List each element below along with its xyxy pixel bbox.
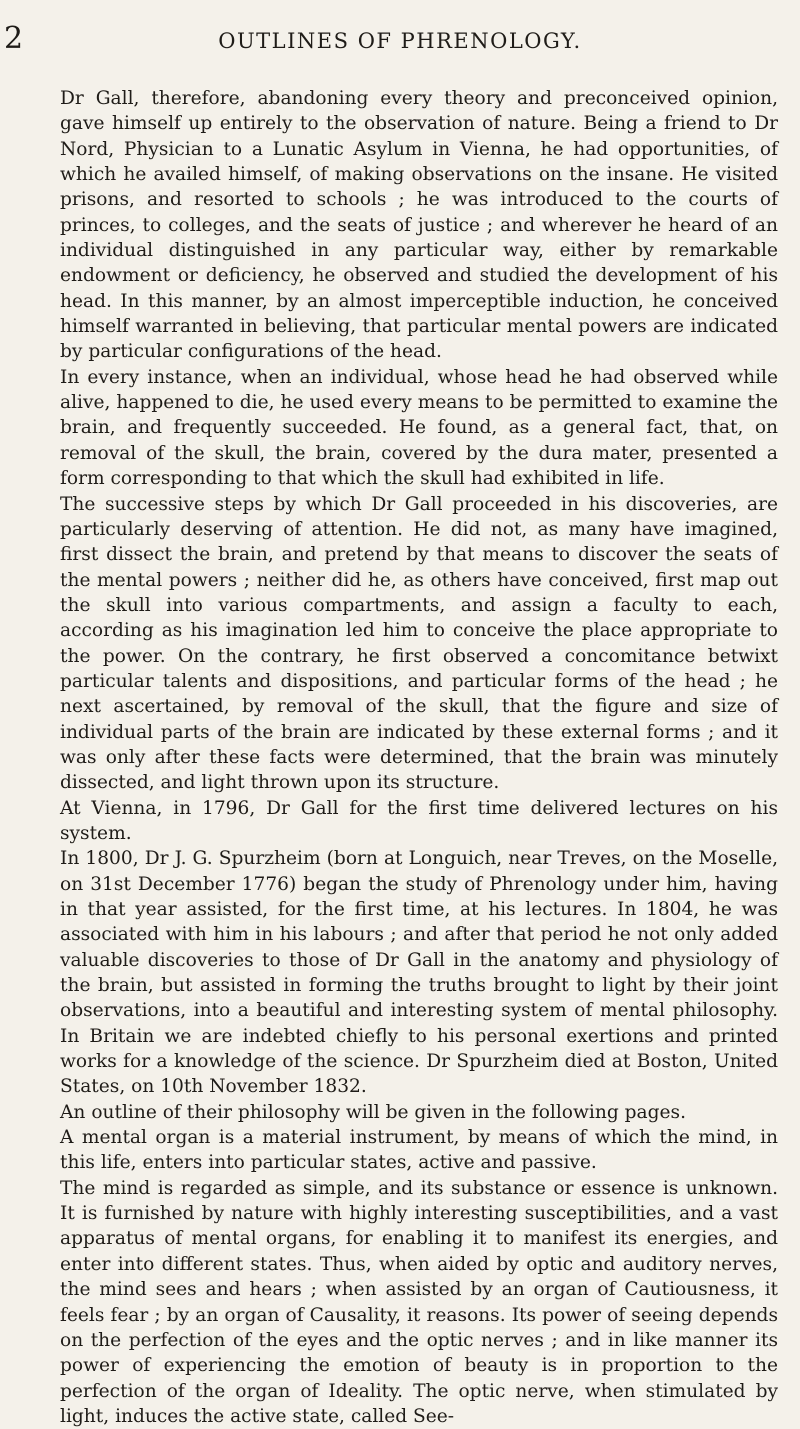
- paragraph: In every instance, when an individual, whose head he had observed while alive, happened to die, he used every means to be permitted to examine the brain, and frequently succeeded. He found, as a general fact, that, on removal of the skull, the brain, covered by the dura mater, presented a form corresponding to that which the skull had exhibited in life.: [60, 366, 778, 490]
- paragraph: At Vienna, in 1796, Dr Gall for the first time delivered lectures on his system.: [60, 797, 778, 844]
- paragraph: The successive steps by which Dr Gall proceeded in his discoveries, are particularly deserving of attention. He did not, as many have imagined, first dissect the brain, and pretend by that means to discover the seats of the mental powers ; neither did he, as others have conceived, first map out the skull into various compartments, and assign a faculty to each, according as his imagination led him to conceive the place appropriate to the power. On the contrary, he first observed a concomitance betwixt particular talents and dispositions, and particular forms of the head ; he next ascertained, by removal of the skull, that the figure and size of individual parts of the brain are indicated by these external forms ; and it was only after these facts were determined, that the brain was minutely dissected, and light thrown upon its structure.: [60, 493, 778, 794]
- page-number: 2: [4, 21, 24, 56]
- body-text: [60, 86, 778, 1429]
- paragraph: Dr Gall, therefore, abandoning every theory and preconceived opinion, gave himself up entirely to the observation of nature. Being a friend to Dr Nord, Physician to a Lunatic Asylum in Vienna, he had opportunities, of which he availed himself, of making observations on the insane. He visited prisons, and resorted to schools ; he was introduced to the courts of princes, to colleges, and the seats of justice ; and wherever he heard of an individual distinguished in any particular way, either by remarkable endowment or deficiency, he observed and studied the development of his head. In this manner, by an almost imperceptible induction, he conceived himself warranted in believing, that particular mental powers are indicated by particular configurations of the head.: [60, 88, 778, 363]
- paragraph: The mind is regarded as simple, and its substance or essence is unknown. It is furnished by nature with highly interesting susceptibilities, and a vast apparatus of mental organs, for enabling it to manifest its energies, and enter into different states. Thus, when aided by optic and auditory nerves, the mind sees and hears ; when assisted by an organ of Cautiousness, it feels fear ; by an organ of Causality, it reasons. Its power of seeing depends on the perfection of the eyes and the optic nerves ; and in like manner its power of experiencing the emotion of beauty is in proportion to the perfection of the organ of Ideality. The optic nerve, when stimulated by light, induces the active state, called See-: [60, 1177, 778, 1427]
- paragraph: An outline of their philosophy will be given in the following pages.: [60, 1101, 686, 1123]
- running-title: OUTLINES OF PHRENOLOGY.: [218, 29, 582, 53]
- paragraph: In 1800, Dr J. G. Spurzheim (born at Longuich, near Treves, on the Moselle, on 31st December 1776) began the study of Phrenology under him, having in that year assisted, for the first time, at his lectures. In 1804, he was associated with him in his labours ; and after that period he not only added valuable discoveries to those of Dr Gall in the anatomy and physiology of the brain, but assisted in forming the truths brought to light by their joint observations, into a beautiful and interesting system of mental philosophy. In Britain we are indebted chiefly to his personal exertions and printed works for a knowledge of the science. Dr Spurzheim died at Boston, United States, on 10th November 1832.: [60, 848, 778, 1098]
- paragraph: A mental organ is a material instrument, by means of which the mind, in this life, enters into particular states, active and passive.: [60, 1127, 778, 1174]
- page-header: [0, 22, 800, 62]
